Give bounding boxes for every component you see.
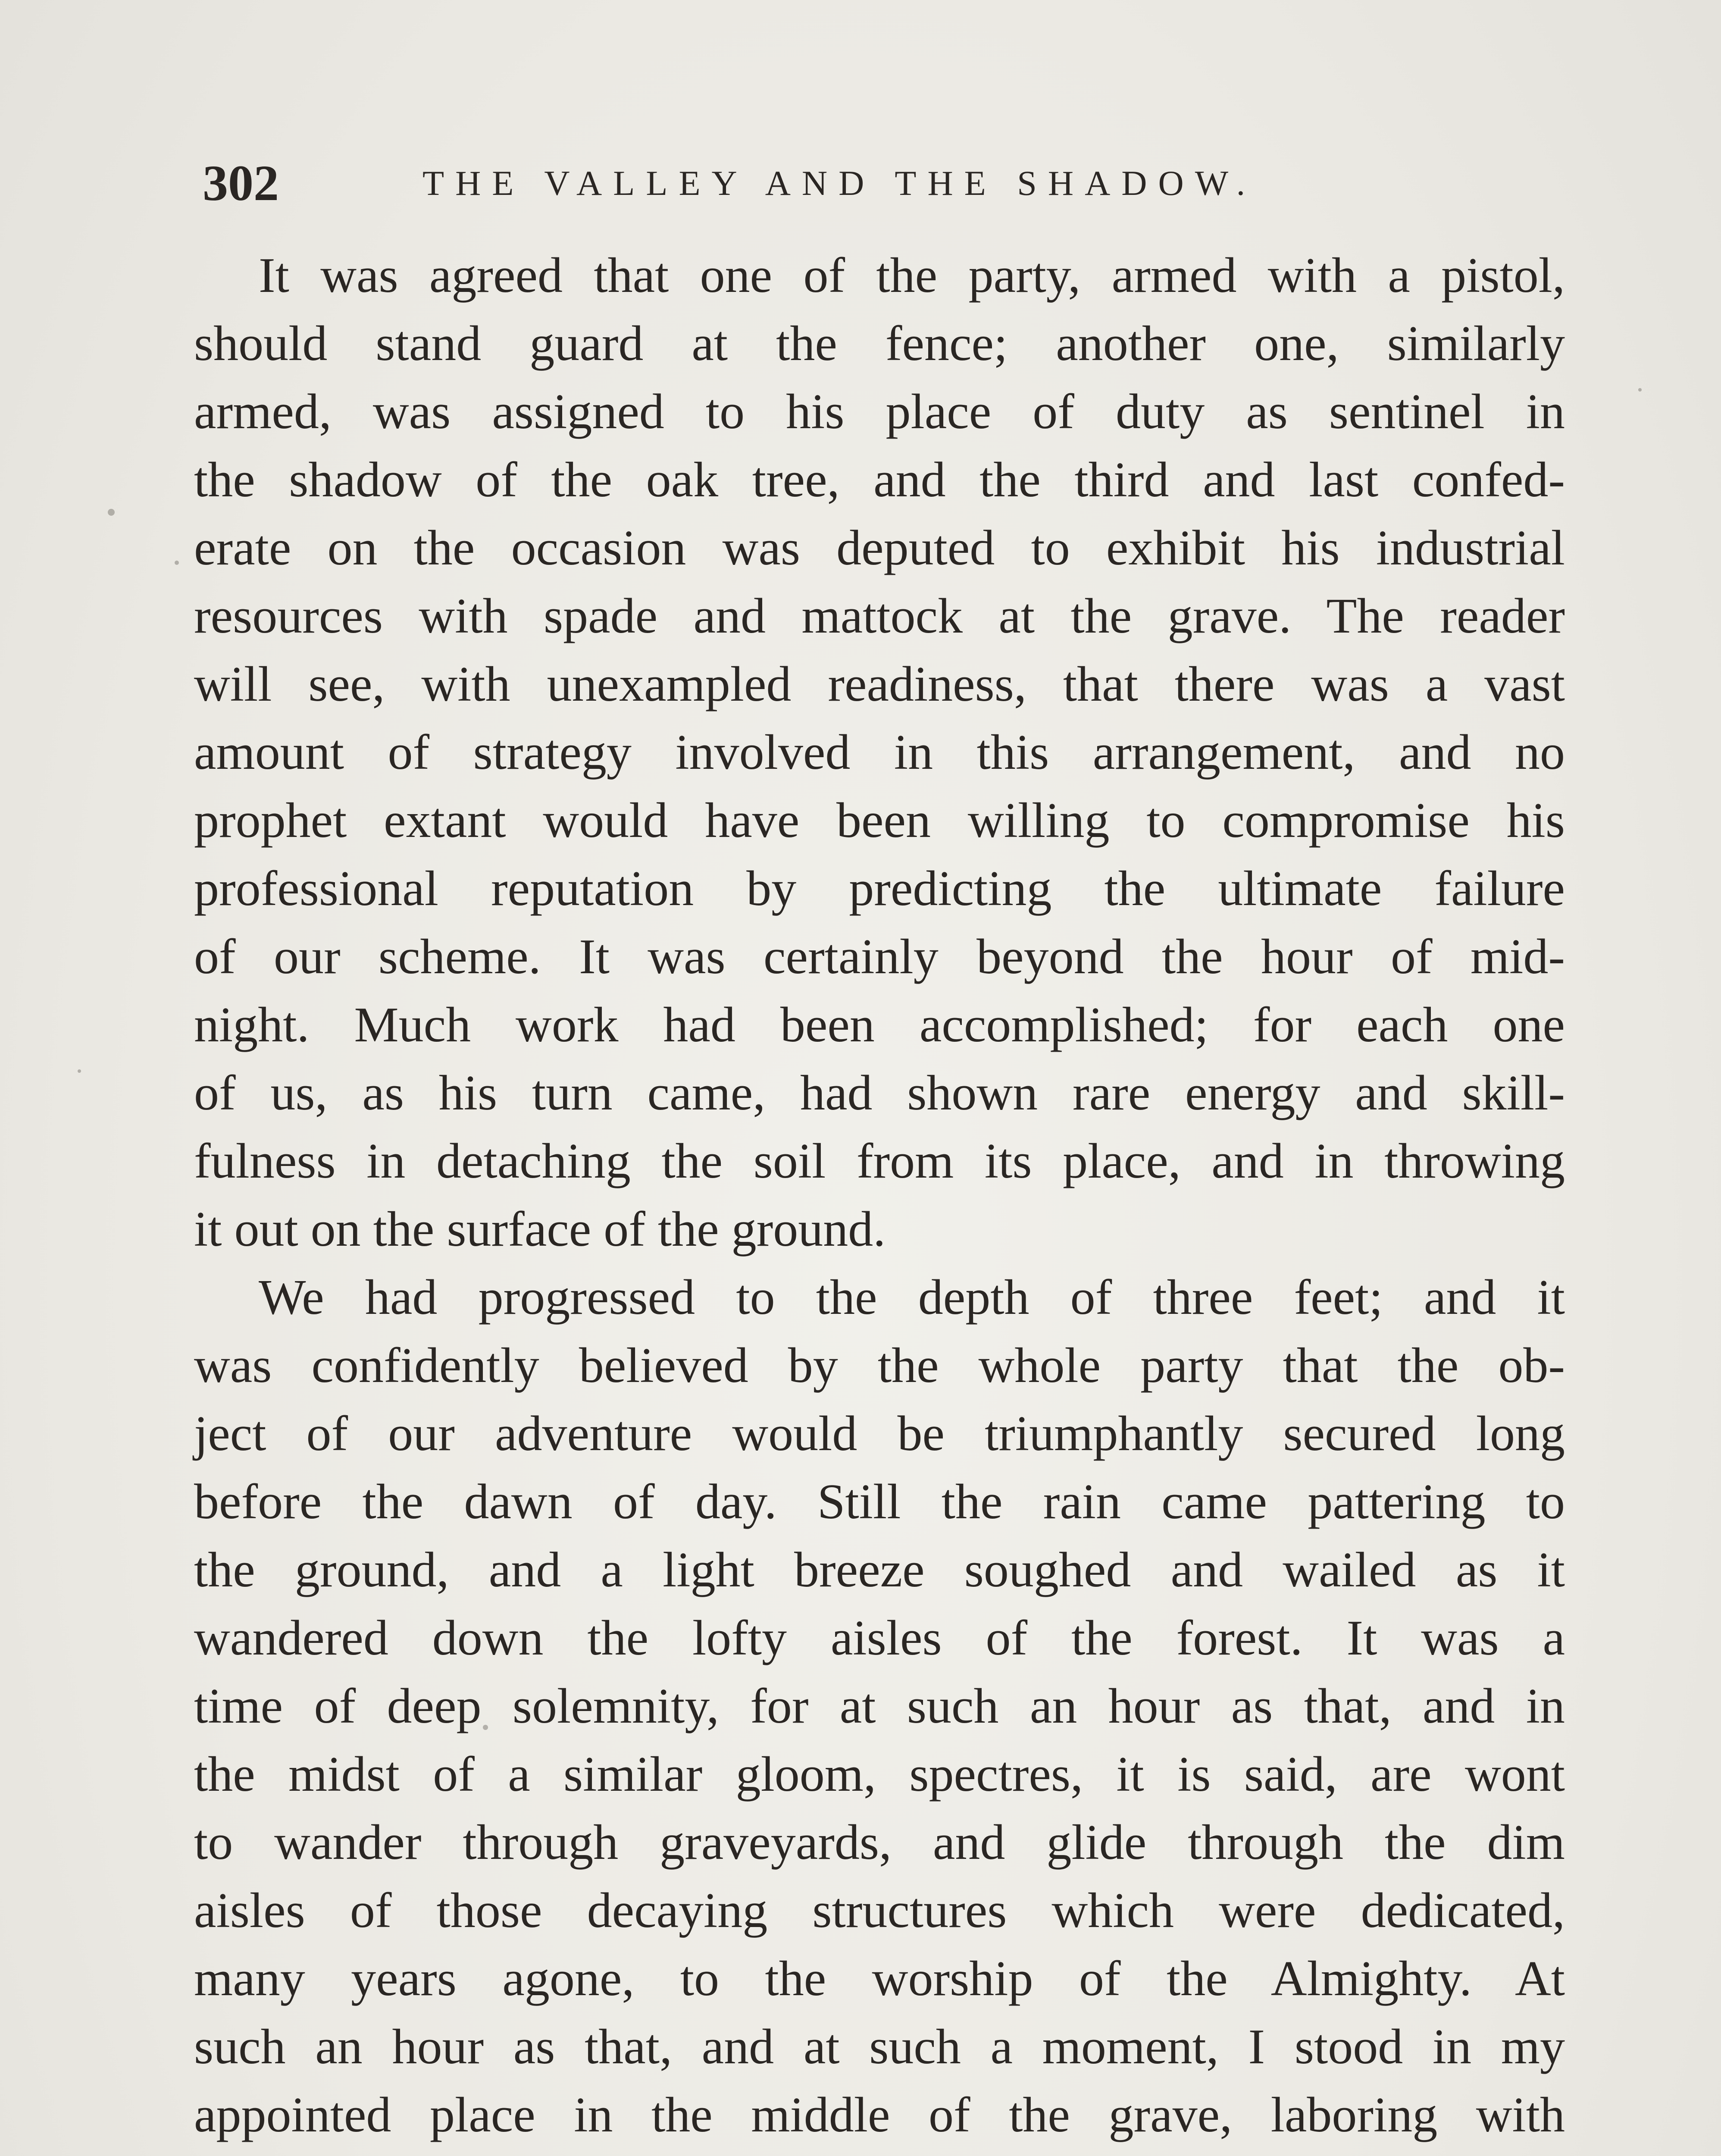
text-line: the midst of a similar gloom, spectres, it is said, are wont	[194, 1747, 1565, 1802]
text-line: should stand guard at the fence; another one, similarly	[194, 316, 1565, 371]
text-line: of our scheme. It was certainly beyond the hour of mid-	[194, 929, 1565, 984]
page-number: 302	[203, 155, 279, 211]
text-line: armed, was assigned to his place of duty as sentinel in	[194, 384, 1565, 439]
text-line: amount of strategy involved in this arrangement, and no	[194, 725, 1565, 780]
text-line	[194, 2149, 1565, 2156]
text-line: such an hour as that, and at such a moment, I stood in my	[194, 2019, 1565, 2075]
text-line: time of deep solemnity, for at such an hour as that, and in	[194, 1679, 1565, 1734]
text-line: will see, with unexampled readiness, that there was a vast	[194, 657, 1565, 712]
text-line: was confidently believed by the whole party that the ob-	[194, 1338, 1565, 1393]
text-line: It was agreed that one of the party, armed with a pistol,	[259, 248, 1565, 303]
page-header	[203, 151, 1582, 216]
body-text	[194, 241, 1565, 2156]
text-line: before the dawn of day. Still the rain came pattering to	[194, 1474, 1565, 1529]
text-line: We had progressed to the depth of three feet; and it	[259, 1270, 1565, 1325]
text-line: of us, as his turn came, had shown rare energy and skill-	[194, 1065, 1565, 1121]
text-line: it out on the surface of the ground.	[194, 1202, 886, 1257]
text-line: many years agone, to the worship of the Almighty. At	[194, 1951, 1565, 2006]
text-line: the ground, and a light breeze soughed and wailed as it	[194, 1542, 1565, 1598]
text-line: night. Much work had been accomplished; for each one	[194, 997, 1565, 1053]
text-line: to wander through graveyards, and glide through the dim	[194, 1815, 1565, 1870]
text-line: prophet extant would have been willing to compromise his	[194, 793, 1565, 848]
text-line: professional reputation by predicting the ultimate failure	[194, 861, 1565, 916]
text-line: fulness in detaching the soil from its place, and in throwing	[194, 1134, 1565, 1189]
text-line: the shadow of the oak tree, and the third and last confed-	[194, 452, 1565, 508]
text-line: wandered down the lofty aisles of the forest. It was a	[194, 1611, 1565, 1666]
text-line: appointed place in the middle of the grave, laboring with	[194, 2087, 1565, 2143]
text-line: erate on the occasion was deputed to exhibit his industrial	[194, 520, 1565, 576]
text-line: resources with spade and mattock at the grave. The reader	[194, 589, 1565, 644]
text-line: ject of our adventure would be triumphantly secured long	[194, 1406, 1565, 1461]
text-line: aisles of those decaying structures which were dedicated,	[194, 1883, 1565, 1938]
running-title: THE VALLEY AND THE SHADOW.	[422, 163, 1257, 203]
